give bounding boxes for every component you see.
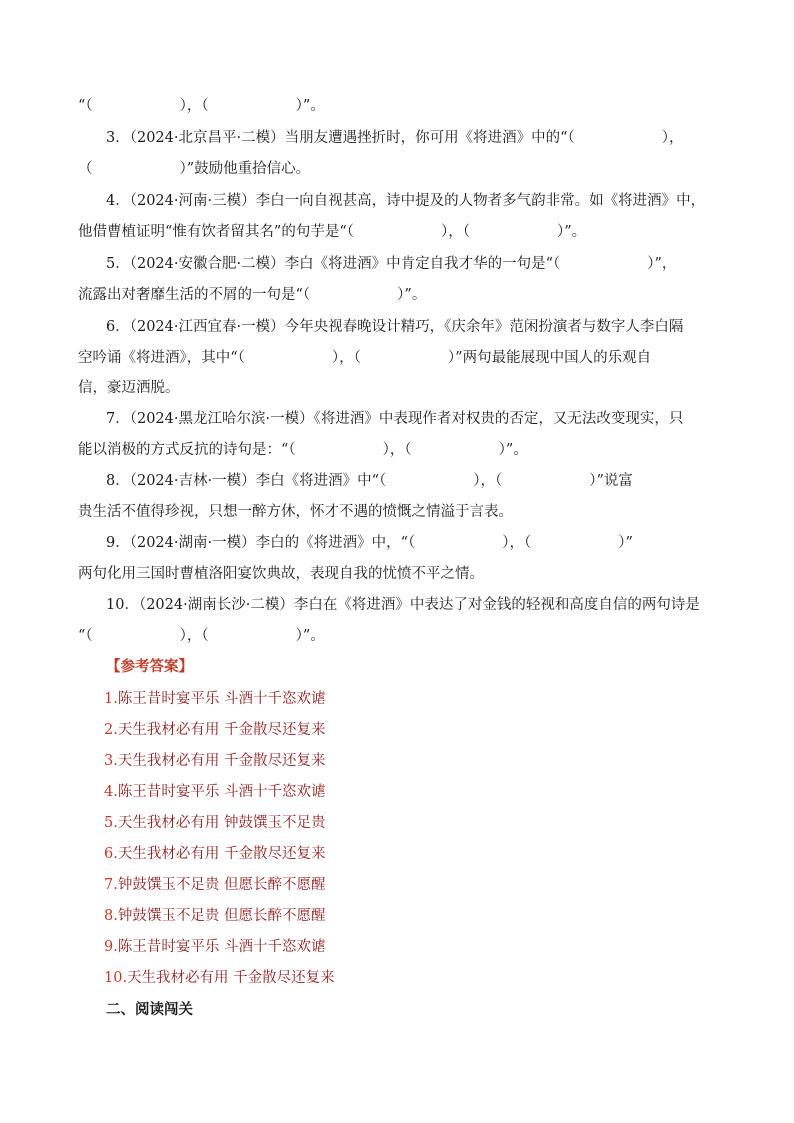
answer-text: 天生我材必有用 千金散尽还复来: [117, 846, 326, 862]
answer-item: [104, 968, 335, 988]
q9-line-2: 两句化用三国时曹植洛阳宴饮典故，表现自我的忧愤不平之情。: [78, 566, 484, 582]
answer-item: [104, 844, 325, 864]
answer-number: 1.: [104, 691, 118, 707]
answer-text: 陈王昔时宴平乐 斗酒十千恣欢谑: [117, 784, 326, 800]
answer-number: 10.: [104, 970, 128, 986]
answer-number: 4.: [104, 784, 118, 800]
answer-item: [104, 689, 325, 709]
q6-line-1: 6．（2024·江西宜春·一模）今年央视春晚设计精巧，《庆余年》范闲扮演者与数字人李白隔: [106, 319, 684, 335]
answer-text: 天生我材必有用 千金散尽还复来: [127, 970, 335, 986]
answer-text: 钟鼓馔玉不足贵 但愿长醉不愿醒: [117, 877, 326, 893]
answer-item: [104, 782, 325, 802]
answer-number: 7.: [104, 877, 118, 893]
answer-item: [104, 813, 325, 833]
answer-text: 陈王昔时宴平乐 斗酒十千恣欢谑: [117, 939, 326, 955]
answer-text: 天生我材必有用 钟鼓馔玉不足贵: [117, 815, 326, 831]
answer-number: 9.: [104, 939, 118, 955]
q7-line-1: 7．（2024·黑龙江哈尔滨·一模）《将进酒》中表现作者对权贵的否定，又无法改变现实，只: [106, 411, 684, 427]
q3-line-1: 3．（2024·北京昌平·二模）当朋友遭遇挫折时，你可用《将进酒》中的“（ ），: [106, 130, 684, 146]
answer-text: 天生我材必有用 千金散尽还复来: [117, 753, 326, 769]
answer-item: [104, 937, 325, 957]
q5-line-2: 流露出对奢靡生活的不屑的一句是“（ ）”。: [78, 287, 427, 303]
answer-number: 3.: [104, 753, 118, 769]
q6-line-2: 空吟诵《将进酒》，其中“（ ），（ ）”两句最能展现中国人的乐观自: [78, 350, 652, 366]
q2-tail: “（ ），（ ）”。: [78, 98, 325, 114]
answer-number: 8.: [104, 908, 118, 924]
q8-line-1: 8．（2024·吉林·一模）李白《将进酒》中“（ ），（ ）”说富: [106, 473, 633, 489]
answer-item: [104, 906, 325, 926]
q6-line-3: 信，豪迈洒脱。: [78, 380, 180, 396]
answer-item: [104, 875, 325, 895]
q8-line-2: 贵生活不值得珍视，只想一醉方休，怀才不遇的愤慨之情溢于言表。: [78, 504, 513, 520]
q4-line-1: 4．（2024·河南·三模）李白一向自视甚高，诗中提及的人物者多气韵非常。如《将进酒》中，: [106, 193, 706, 209]
q5-line-1: 5．（2024·安徽合肥·二模）李白《将进酒》中肯定自我才华的一句是“（ ）”，: [106, 256, 677, 272]
answer-item: [104, 720, 325, 740]
q4-line-2: 他借曹植证明“惟有饮者留其名”的句芋是“（ ），（ ）”。: [78, 224, 587, 240]
answer-number: 5.: [104, 815, 118, 831]
q9-line-1: 9．（2024·湖南·一模）李白的《将进酒》中，“（ ），（ ）”: [106, 535, 633, 551]
q10-line-2: “（ ），（ ）”。: [78, 628, 325, 644]
answers-header: 【参考答案】: [106, 658, 193, 675]
answer-text: 陈王昔时宴平乐 斗酒十千恣欢谑: [117, 691, 326, 707]
q3-line-2: （ ）”鼓励他重拾信心。: [78, 161, 311, 177]
answer-text: 天生我材必有用 千金散尽还复来: [117, 722, 326, 738]
answer-text: 钟鼓馔玉不足贵 但愿长醉不愿醒: [117, 908, 326, 924]
section-title: 二、阅读闯关: [106, 1001, 193, 1018]
answer-item: [104, 751, 325, 771]
q10-line-1: 10．（2024·湖南长沙·二模）李白在《将进酒》中表达了对金钱的轻视和高度自信的两句诗是: [106, 597, 700, 613]
answer-number: 2.: [104, 722, 118, 738]
q7-line-2: 能以消极的方式反抗的诗句是：“（ ），（ ）”。: [78, 442, 528, 458]
answer-number: 6.: [104, 846, 118, 862]
